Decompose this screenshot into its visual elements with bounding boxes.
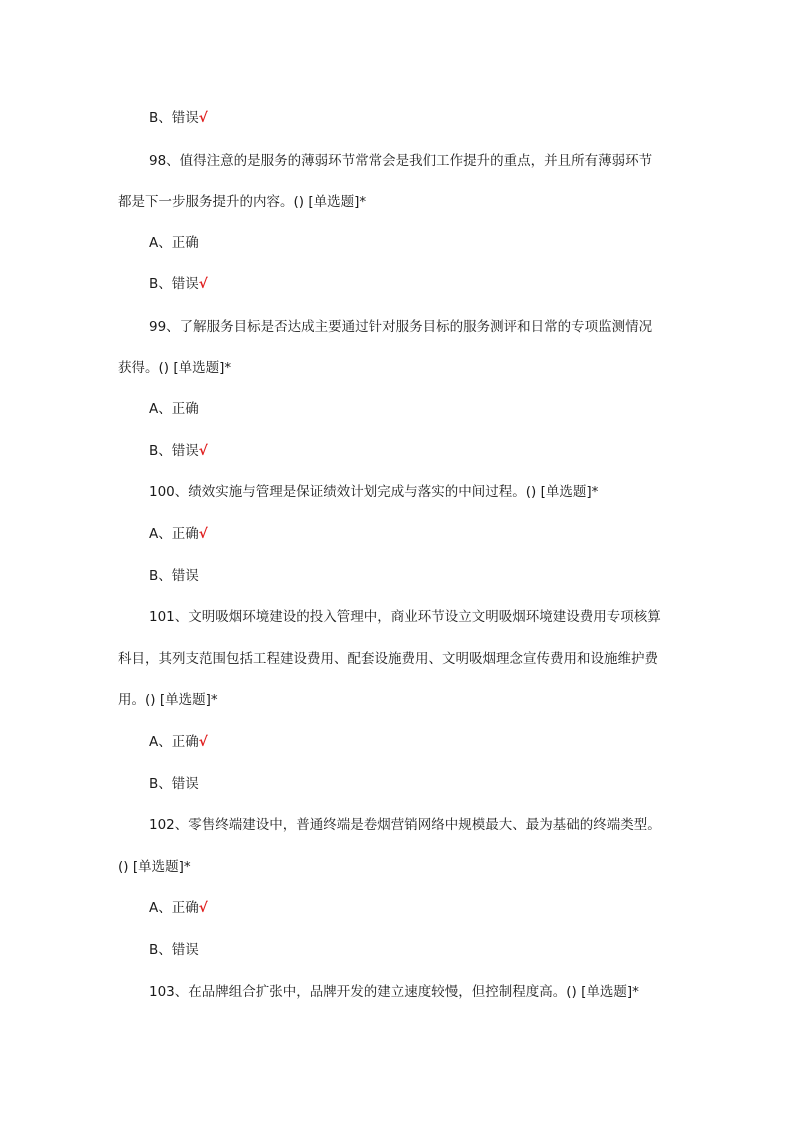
question-100: 100、绩效实施与管理是保证绩效计划完成与落实的中间过程。() [单选题]* [149, 484, 599, 500]
check-mark-icon: √ [198, 276, 208, 292]
option-text: A、正确 [149, 235, 199, 251]
option-text: A、正确 [149, 526, 199, 542]
question-101: 101、文明吸烟环境建设的投入管理中，商业环节设立文明吸烟环境建设费用专项核算 [149, 609, 661, 625]
option-b[interactable] [149, 940, 199, 960]
option-text: B、错误 [149, 276, 199, 292]
question-102: 102、零售终端建设中，普通终端是卷烟营销网络中规模最大、最为基础的终端类型。 [149, 817, 661, 833]
question-98: 98、值得注意的是服务的薄弱环节常常会是我们工作提升的重点，并且所有薄弱环节 [149, 153, 653, 169]
option-text: B、错误 [149, 443, 199, 459]
question-99: 99、了解服务目标是否达成主要通过针对服务目标的服务测评和日常的专项监测情况 [149, 319, 653, 335]
option-text: B、错误 [149, 568, 199, 584]
option-b[interactable] [149, 108, 208, 128]
check-mark-icon: √ [198, 110, 208, 126]
check-mark-icon: √ [198, 734, 208, 750]
option-text: B、错误 [149, 110, 199, 126]
question-101-continued: 用。() [单选题]* [118, 692, 218, 708]
option-b[interactable] [149, 274, 208, 294]
option-b[interactable] [149, 774, 199, 794]
option-a[interactable] [149, 732, 208, 752]
question-102-continued: () [单选题]* [118, 859, 191, 875]
check-mark-icon: √ [198, 443, 208, 459]
question-98-continued: 都是下一步服务提升的内容。() [单选题]* [118, 194, 367, 210]
question-99-continued: 获得。() [单选题]* [118, 360, 232, 376]
option-b[interactable] [149, 566, 199, 586]
option-text: A、正确 [149, 734, 199, 750]
check-mark-icon: √ [198, 900, 208, 916]
option-text: B、错误 [149, 776, 199, 792]
option-a[interactable] [149, 233, 199, 253]
check-mark-icon: √ [198, 526, 208, 542]
option-text: B、错误 [149, 942, 199, 958]
option-text: A、正确 [149, 401, 199, 417]
option-a[interactable] [149, 898, 208, 918]
option-text: A、正确 [149, 900, 199, 916]
question-103: 103、在品牌组合扩张中，品牌开发的建立速度较慢，但控制程度高。() [单选题]* [149, 984, 639, 1000]
option-b[interactable] [149, 441, 208, 461]
question-101-continued: 科目，其列支范围包括工程建设费用、配套设施费用、文明吸烟理念宣传费用和设施维护费 [118, 651, 658, 667]
option-a[interactable] [149, 399, 199, 419]
option-a[interactable] [149, 524, 208, 544]
